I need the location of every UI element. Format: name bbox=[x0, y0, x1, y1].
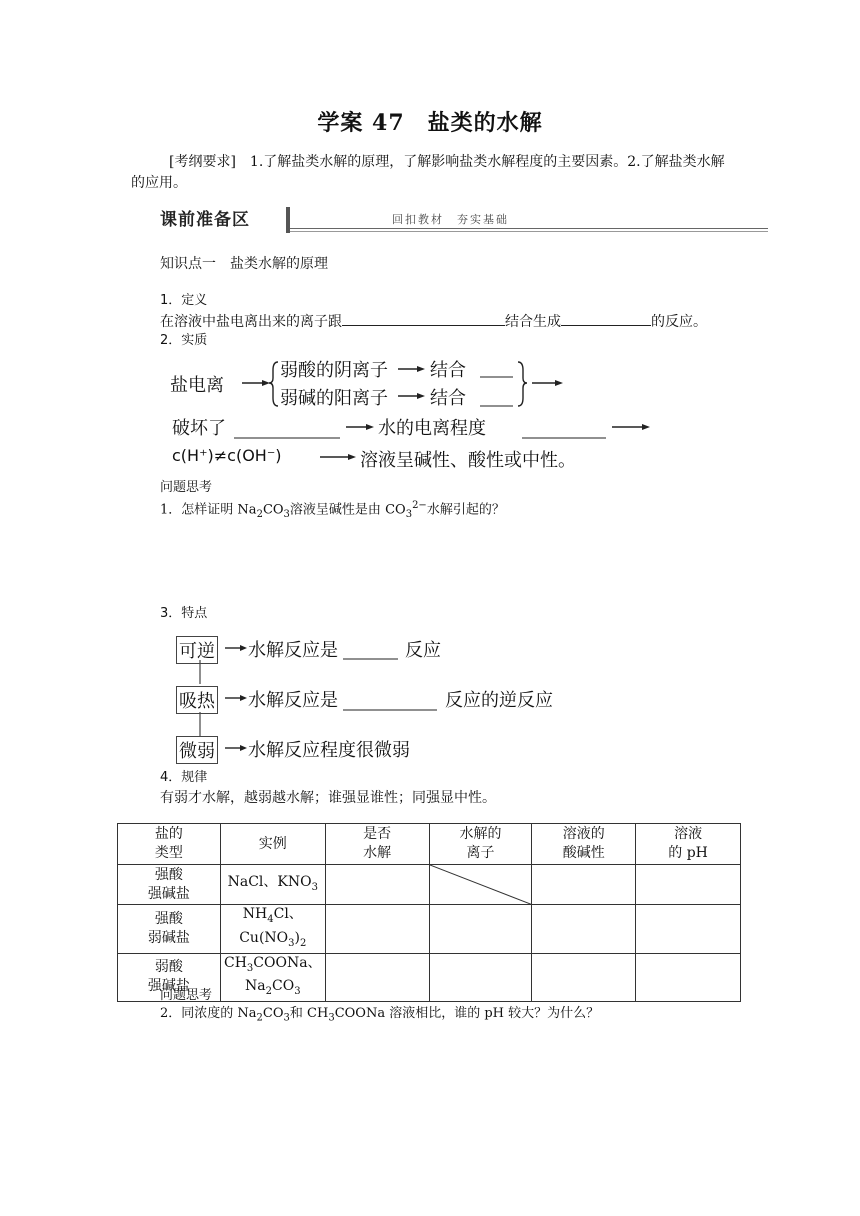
concentration-inequality: c(H⁺)≠c(OH⁻) bbox=[172, 446, 282, 465]
row3-example: $CH_3COONa$、 $Na_2CO_3$ bbox=[220, 953, 325, 1002]
row1-ph-cell bbox=[636, 865, 741, 905]
destroy-line: 破坏了 bbox=[172, 418, 226, 439]
feature-endothermic-text-b: 反应的逆反应 bbox=[445, 690, 553, 711]
banner-divider bbox=[286, 207, 290, 233]
feature-reversible-text-b: 反应 bbox=[405, 640, 441, 661]
row2-type: 强酸 弱碱盐 bbox=[118, 905, 221, 954]
salt-ionization-label: 盐电离 bbox=[170, 375, 224, 396]
header-acidity: 溶液的 酸碱性 bbox=[532, 824, 636, 865]
row3-type: 弱酸 强碱盐 bbox=[118, 953, 221, 1002]
row1-acidity-cell bbox=[532, 865, 636, 905]
header-ph: 溶液 的 pH bbox=[636, 824, 741, 865]
row3-acidity-cell bbox=[532, 953, 636, 1002]
exam-requirements: [考纲要求] 1.了解盐类水解的原理，了解影响盐类水解程度的主要因素。2.了解盐类水解的应用。 bbox=[131, 154, 725, 191]
feature-weak-text: 水解反应程度很微弱 bbox=[248, 740, 410, 761]
row1-example: NaCl、$KNO_3$ bbox=[220, 865, 325, 905]
diagonal-strike bbox=[430, 865, 533, 905]
header-salt-type: 盐的 类型 bbox=[118, 824, 221, 865]
banner-subtitle: 回扣教材 夯实基础 bbox=[392, 213, 509, 226]
definition-heading: 1．定义 bbox=[160, 293, 208, 308]
knowledge-point-heading: 知识点一 盐类水解的原理 bbox=[160, 256, 328, 272]
row2-ph-cell bbox=[636, 905, 741, 954]
row2-example: $NH_4Cl$、 $Cu(NO_3)_2$ bbox=[220, 905, 325, 954]
question-2: 2．同浓度的 $Na_2CO_3$和 $CH_3COONa$ 溶液相比，谁的 pH 较大？为什么？ bbox=[160, 1006, 600, 1024]
essence-heading: 2．实质 bbox=[160, 333, 208, 348]
row3-hydrolyzes-cell bbox=[325, 953, 429, 1002]
header-example: 实例 bbox=[220, 824, 325, 865]
page-title: 学案 47 盐类的水解 bbox=[317, 110, 543, 136]
definition-blank-2 bbox=[561, 311, 651, 326]
feature-weak-box: 微弱 bbox=[176, 736, 218, 764]
definition-text: 在溶液中盐电离出来的离子跟 结合生成 的反应。 bbox=[160, 311, 707, 332]
header-hydrolyzed-ion: 水解的 离子 bbox=[429, 824, 532, 865]
row3-ion-cell bbox=[429, 953, 532, 1002]
solution-property-text: 溶液呈碱性、酸性或中性。 bbox=[360, 450, 576, 471]
row1-hydrolyzes-cell bbox=[325, 865, 429, 905]
feature-endothermic-box: 吸热 bbox=[176, 686, 218, 714]
row2-acidity-cell bbox=[532, 905, 636, 954]
row1-ion-cell-crossed bbox=[429, 865, 532, 905]
row3-ph-cell bbox=[636, 953, 741, 1002]
question-1: 1．怎样证明 $Na_2CO_3$溶液呈碱性是由 $CO_3^{2-}$水解引起的？ bbox=[160, 500, 505, 520]
feature-reversible-text-a: 水解反应是 bbox=[248, 640, 338, 661]
combine-label-1: 结合 bbox=[430, 360, 466, 381]
combine-label-2: 结合 bbox=[430, 388, 466, 409]
banner-label: 课前准备区 bbox=[160, 210, 250, 230]
row2-hydrolyzes-cell bbox=[325, 905, 429, 954]
table-row bbox=[118, 905, 741, 954]
row1-type: 强酸 强碱盐 bbox=[118, 865, 221, 905]
feature-reversible-box: 可逆 bbox=[176, 636, 218, 664]
weak-base-cation-label: 弱碱的阳离子 bbox=[280, 388, 388, 409]
table-row bbox=[118, 865, 741, 905]
ionization-degree-label: 水的电离程度 bbox=[378, 418, 486, 439]
rules-heading: 4．规律 bbox=[160, 770, 208, 785]
rules-text: 有弱才水解，越弱越水解；谁强显谁性；同强显中性。 bbox=[160, 790, 496, 806]
features-heading: 3．特点 bbox=[160, 606, 208, 621]
header-hydrolyzes: 是否 水解 bbox=[325, 824, 429, 865]
question-think-label-2: 问题思考 bbox=[160, 988, 213, 1003]
row2-ion-cell bbox=[429, 905, 532, 954]
banner-rule bbox=[290, 228, 768, 229]
section-banner bbox=[160, 207, 768, 233]
feature-endothermic-text-a: 水解反应是 bbox=[248, 690, 338, 711]
banner-rule-thin bbox=[290, 231, 768, 232]
question-think-label-1: 问题思考 bbox=[160, 480, 213, 495]
hydrolysis-table bbox=[117, 823, 741, 1002]
definition-blank-1 bbox=[342, 311, 505, 326]
table-header-row bbox=[118, 824, 741, 865]
weak-acid-anion-label: 弱酸的阴离子 bbox=[280, 360, 388, 381]
conc-arrow bbox=[318, 447, 358, 467]
